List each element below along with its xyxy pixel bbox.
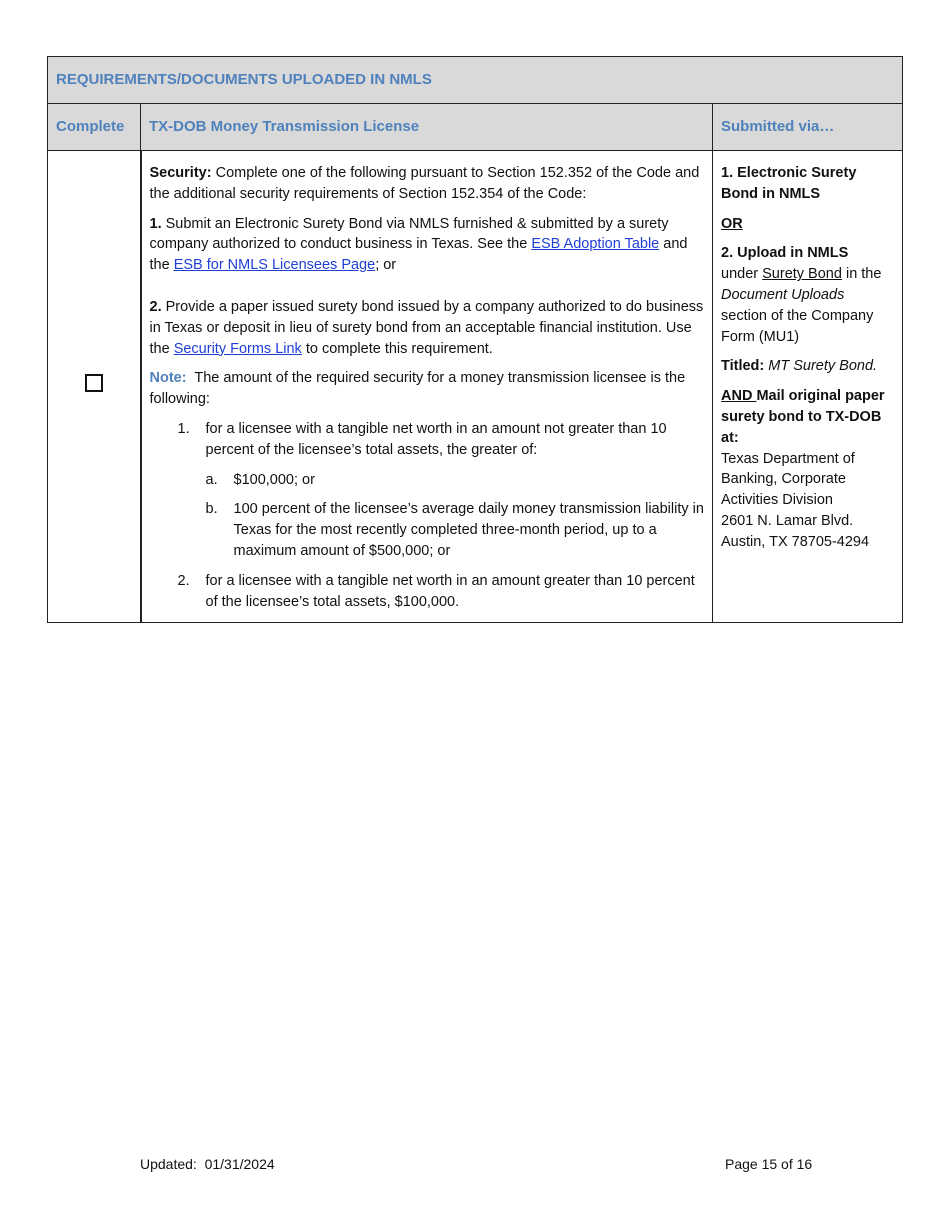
submit-or: OR xyxy=(721,215,743,232)
footer-updated: Updated: 01/31/2024 xyxy=(140,1156,275,1172)
sub-list xyxy=(206,470,705,562)
table-title-row xyxy=(48,57,903,104)
list-item: 2. for a licensee with a tangible net worth in an amount greater than 10 percent of the licensee’s total assets, $100,000. xyxy=(177,572,695,610)
address-line: 2601 N. Lamar Blvd. xyxy=(721,512,854,529)
security-paragraph: Security: Complete one of the following pursuant to Section 152.352 of the Code and the additional security requirements of Section 152.354 of the Code: xyxy=(149,165,700,202)
requirement-cell xyxy=(141,151,713,623)
address-line: Banking, Corporate xyxy=(721,471,846,488)
submit-method-1: 1. Electronic Surety Bond in NMLS xyxy=(721,165,857,202)
option-1-paragraph: 1. Submit an Electronic Surety Bond via NMLS furnished & submitted by a surety company authorized to conduct business in Texas. See the ESB Adoption Table and the ESB for NMLS Licensees Page; or xyxy=(149,215,688,274)
footer-page-number: Page 15 of 16 xyxy=(725,1156,813,1172)
list-item: 1. for a licensee with a tangible net worth in an amount not greater than 10 percent of the licensee’s total assets, the greater of: a. $100,000; or b. 100 percent of the licensee’s average daily money transmission liability in Texas for the most recently completed three-month period, up to a maximum amount of $500,000; or xyxy=(150,419,705,562)
table-title: REQUIREMENTS/DOCUMENTS UPLOADED IN NMLS xyxy=(48,57,903,104)
header-submitted: Submitted via… xyxy=(713,104,903,151)
submit-method-2: 2. Upload in NMLS under Surety Bond in the Document Uploads section of the Company Form (MU1) xyxy=(721,245,882,345)
security-forms-link[interactable]: Security Forms Link xyxy=(173,340,302,357)
list-item: a. $100,000; or xyxy=(205,471,315,488)
note-paragraph: Note: The amount of the required security for a money transmission licensee is the following: xyxy=(149,370,690,408)
submit-titled: Titled: MT Surety Bond. xyxy=(721,358,878,375)
option-2-paragraph: 2. Provide a paper issued surety bond issued by a company authorized to do business in Texas or deposit in lieu of surety bond from an acceptable financial institution. Use the Security Forms Link to complete this requirement. xyxy=(149,298,704,357)
table-row xyxy=(48,151,903,623)
complete-cell xyxy=(48,151,141,623)
address-line: Texas Department of xyxy=(721,450,855,467)
security-amount-list xyxy=(150,419,705,612)
complete-checkbox[interactable] xyxy=(85,374,103,392)
esb-nmls-licensees-link[interactable]: ESB for NMLS Licensees Page xyxy=(173,257,376,274)
header-complete: Complete xyxy=(48,104,141,151)
header-license: TX-DOB Money Transmission License xyxy=(141,104,713,151)
submitted-cell xyxy=(713,151,903,623)
mail-instructions: AND Mail original paper surety bond to TX-DOB at: Texas Department of Banking, Corporate Activities Division 2601 N. Lamar Blvd. Austin, TX 78705-4294 xyxy=(721,388,885,550)
column-header-row xyxy=(48,104,903,151)
list-item: b. 100 percent of the licensee’s average daily money transmission liability in Texas for the most recently completed three-month period, up to a maximum amount of $500,000; or xyxy=(205,501,704,559)
esb-adoption-table-link[interactable]: ESB Adoption Table xyxy=(531,236,660,253)
address-line: Austin, TX 78705-4294 xyxy=(721,533,870,550)
address-line: Activities Division xyxy=(721,492,833,509)
requirements-table xyxy=(47,56,903,623)
